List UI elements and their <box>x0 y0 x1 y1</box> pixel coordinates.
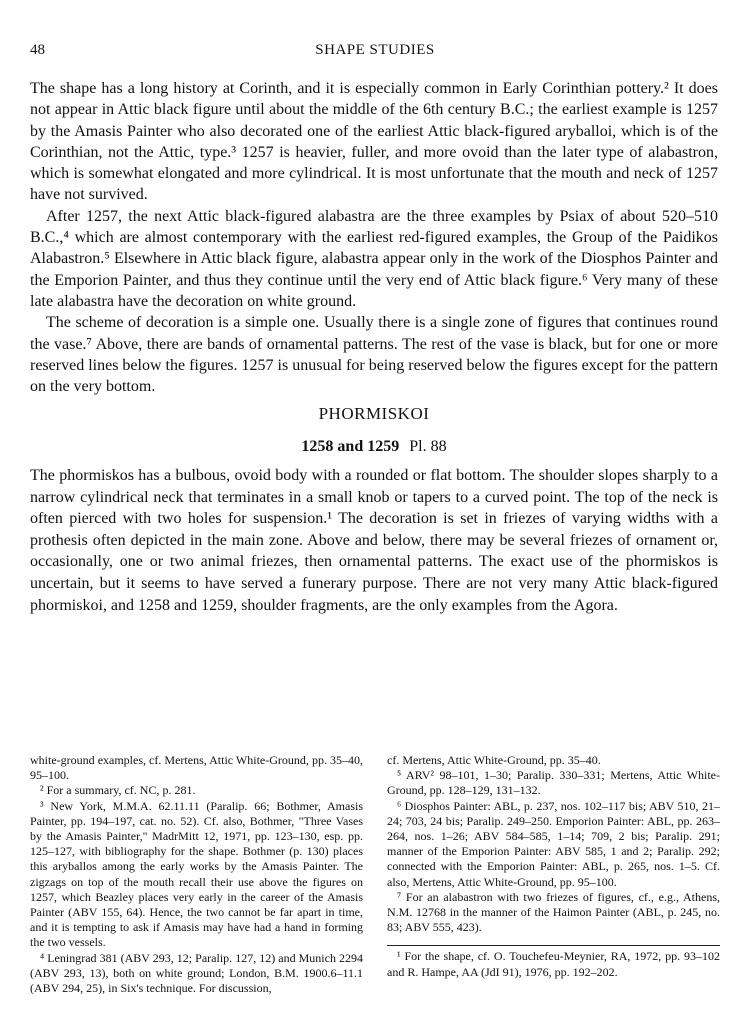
section-title: PHORMISKOI <box>318 404 430 423</box>
footnote: ¹ For the shape, cf. O. Touchefeu-Meynier, RA, 1972, pp. 93–102 and R. Hampe, AA (JdI 91), 1976, pp. 192–202. <box>387 945 720 979</box>
footnote: ² For a summary, cf. NC, p. 281. <box>40 783 196 798</box>
footnote: ⁵ ARV² 98–101, 1–30; Paralip. 330–331; Mertens, Attic White-Ground, pp. 128–129, 131–132. <box>387 768 720 798</box>
footnote: ⁶ Diosphos Painter: ABL, p. 237, nos. 102–117 bis; ABV 510, 21–24; 703, 24 bis; Paralip. 249–250. Emporion Painter: ABL, pp. 263–264, nos. 1–26; ABV 584–585, 1–14; 709, 2 bis; Paralip. 291; manner of the Emporion Painter: ABV 585, 1 and 2; Paralip. 292; connected with the Emporion Painter: ABL, p. 265, nos. 1–5. Cf. also, Mertens, Attic White-Ground, pp. 95–100. <box>387 798 720 889</box>
footnote: white-ground examples, cf. Mertens, Attic White-Ground, pp. 35–40, 95–100. <box>30 753 363 783</box>
footnotes-left-column <box>30 753 363 996</box>
body-paragraph: After 1257, the next Attic black-figured alabastra are the three examples by Psiax of about 520–510 B.C.,⁴ which are almost contemporary with the earliest red-figured examples, the Group of the Paidikos Alabastron.⁵ Elsewhere in Attic black figure, alabastra appear only in the work of the Diosphos Painter and the Emporion Painter, and thus they continue until the very end of Attic black figure.⁶ Very many of these late alabastra have the decoration on white ground. <box>30 207 718 310</box>
phormiskoi-text <box>30 465 718 616</box>
plate-reference: Pl. 88 <box>409 438 447 455</box>
footnotes-right-column <box>387 753 720 980</box>
section-heading <box>30 404 718 456</box>
section-subheading <box>30 438 718 456</box>
catalogue-numbers: 1258 and 1259 <box>301 438 400 455</box>
alabastra-text <box>30 78 718 397</box>
page-number: 48 <box>30 42 45 58</box>
footnote: ⁴ Leningrad 381 (ABV 293, 12; Paralip. 127, 12) and Munich 2294 (ABV 293, 13), both on white ground; London, B.M. 1900.6–11.1 (ABV 294, 25), in Six's technique. For discussion, <box>30 950 363 996</box>
footnote: cf. Mertens, Attic White-Ground, pp. 35–40. <box>387 753 601 767</box>
footnote: ⁷ For an alabastron with two friezes of figures, cf., e.g., Athens, N.M. 12768 in the manner of the Haimon Painter (ABL, p. 245, no. 83; ABV 555, 423). <box>387 889 720 935</box>
page-header <box>30 42 720 64</box>
body-paragraph: The phormiskos has a bulbous, ovoid body with a rounded or flat bottom. The shoulder slopes sharply to a narrow cylindrical neck that terminates in a small knob or tapers to a curved point. The top of the neck is often pierced with two holes for suspension.¹ The decoration is set in friezes of varying widths with a prothesis often depicted in the main zone. Above and below, there may be several friezes of ornament or, occasionally, one or two animal friezes, then ornamental patterns. The exact use of the phormiskos is uncertain, but it seems to have served a funerary purpose. There are not very many Attic black-figured phormiskoi, and 1258 and 1259, shoulder fragments, are the only examples from the Agora. <box>30 467 718 614</box>
running-title: SHAPE STUDIES <box>315 42 435 58</box>
body-paragraph: The shape has a long history at Corinth, and it is especially common in Early Corinthian pottery.² It does not appear in Attic black figure until about the middle of the 6th century B.C.; the earliest example is 1257 by the Amasis Painter who also decorated one of the earliest Attic black-figured aryballoi, which is of the Corinthian, not the Attic, type.³ 1257 is heavier, fuller, and more ovoid than the later type of alabastron, which is somewhat elongated and more cylindrical. It is most unfortunate that the mouth and neck of 1257 have not survived. <box>30 80 718 204</box>
footnote: ³ New York, M.M.A. 62.11.11 (Paralip. 66; Bothmer, Amasis Painter, pp. 194–197, cat. no. 52). Cf. also, Bothmer, "Three Vases by the Amasis Painter," MadrMitt 12, 1971, pp. 123–130, esp. pp. 125–127, with bibliography for the shape. Bothmer (p. 130) places this aryballos among the early works by the Amasis Painter. The zigzags on top of the mouth recall their use above the figures on 1257, which Beazley places very early in the career of the Amasis Painter (ABV 155, 64). Hence, the two cannot be far apart in time, and it is tempting to ask if Amasis may have had a hand in forming the two vessels. <box>30 798 363 950</box>
body-paragraph: The scheme of decoration is a simple one. Usually there is a single zone of figures that continues round the vase.⁷ Above, there are bands of ornamental patterns. The rest of the vase is black, but for one or more reserved lines below the figures. 1257 is unusual for being reserved below the figures except for the pattern on the very bottom. <box>30 314 718 396</box>
